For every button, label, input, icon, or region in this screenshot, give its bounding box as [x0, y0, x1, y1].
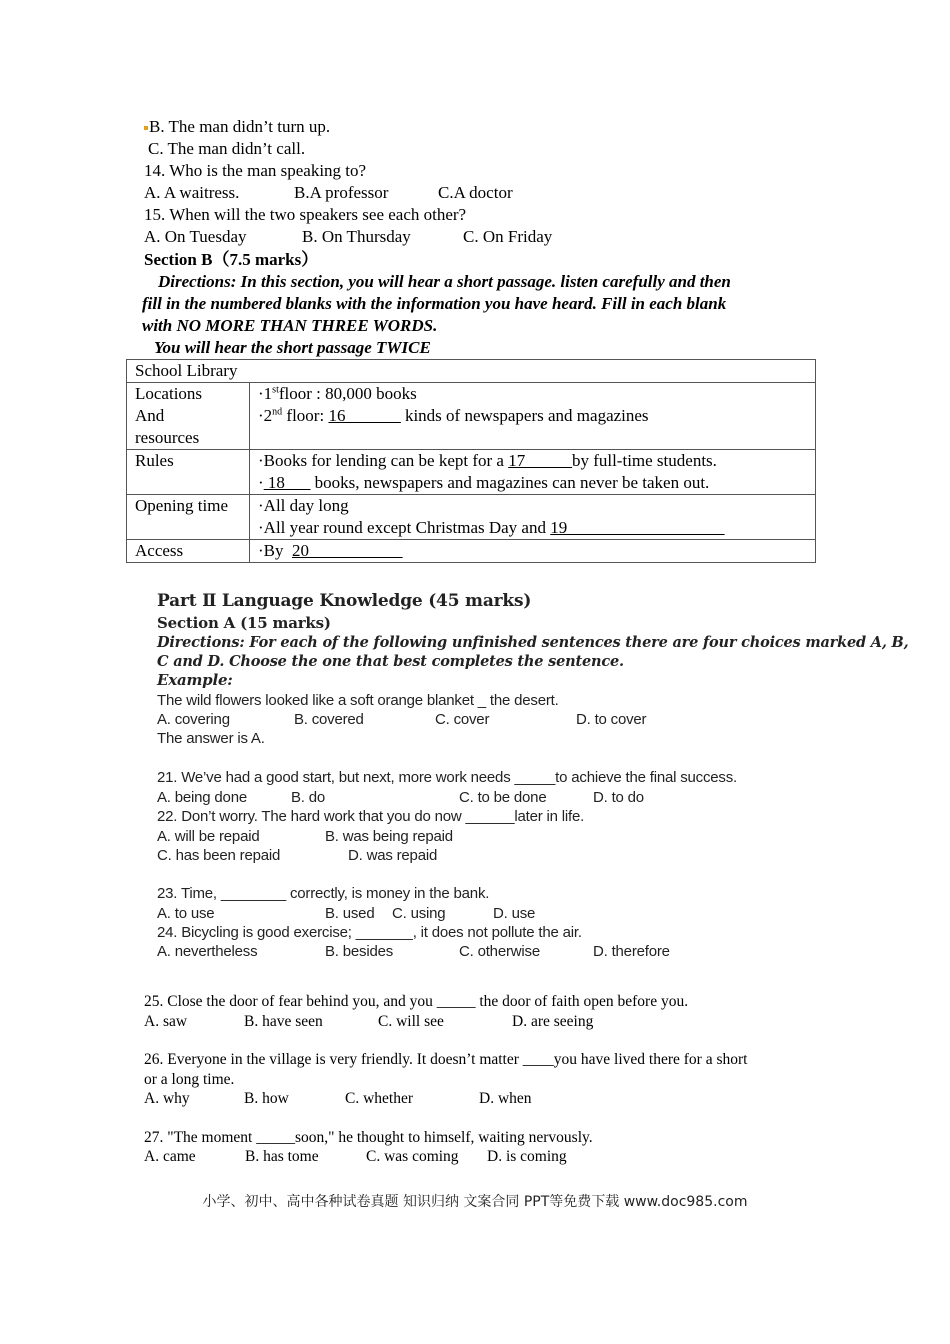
row-label: Rules	[127, 450, 250, 495]
section-b-directions-3: with NO MORE THAN THREE WORDS.	[142, 316, 438, 335]
row-label: Opening time	[127, 495, 250, 540]
section-b-directions-1: Directions: In this section, you will hear a short passage. listen carefully and then	[158, 272, 731, 291]
table-row	[127, 450, 816, 495]
q22-options-2: C. has been repaid D. was repaid	[157, 847, 438, 864]
q26-text-2: or a long time.	[144, 1071, 235, 1088]
q27-text: 27. "The moment _____soon," he thought to himself, waiting nervously.	[144, 1129, 593, 1146]
section-b-title: Section B（7.5 marks）	[144, 250, 319, 269]
q25-options: A. saw B. have seen C. will see D. are seeing	[144, 1013, 594, 1030]
part2-directions-2: C and D. Choose the one that best completes the sentence.	[157, 653, 624, 670]
row-content: ·All day long ·All year round except Christmas Day and 19 ________________	[250, 495, 816, 540]
table-row	[127, 495, 816, 540]
blank-16: 16 ____	[328, 406, 401, 425]
blank-18: 18 _	[263, 473, 311, 492]
table-header-row	[127, 360, 816, 383]
table-header: School Library	[127, 360, 816, 383]
row-label: Locations And resources	[127, 383, 250, 450]
table-row	[127, 540, 816, 563]
q15-text: 15. When will the two speakers see each other?	[144, 205, 467, 224]
q26-text-1: 26. Everyone in the village is very friendly. It doesn’t matter ____you have lived there for a short	[144, 1051, 748, 1068]
part2-title: Part Ⅱ Language Knowledge (45 marks)	[157, 591, 532, 611]
bullet-dot-icon	[144, 126, 148, 130]
q22-options-1: A. will be repaid B. was being repaid	[157, 828, 453, 845]
q15-option-b: B. On Thursday	[302, 227, 411, 246]
q13-option-c: C. The man didn’t call.	[148, 139, 306, 158]
section-b-directions-4: You will hear the short passage TWICE	[154, 338, 431, 357]
q23-text: 23. Time, ________ correctly, is money in the bank.	[157, 885, 490, 902]
q15-options	[144, 226, 552, 248]
q26-options: A. why B. how C. whether D. when	[144, 1090, 532, 1107]
row-content: ·Books for lending can be kept for a 17 _____by full-time students. · 18 _ books, newspapers and magazines can never be taken out.	[250, 450, 816, 495]
q14-options	[144, 182, 513, 204]
example-label: Example:	[157, 671, 233, 689]
example-options: A. covering B. covered C. cover D. to cover	[157, 711, 647, 728]
blank-19: 19 ________________	[550, 518, 725, 537]
blank-20: 20___________	[292, 541, 403, 560]
q21-text: 21. We’ve had a good start, but next, more work needs _____to achieve the final success.	[157, 769, 737, 786]
q22-text: 22. Don’t worry. The hard work that you do now ______later in life.	[157, 808, 585, 825]
q27-options: A. came B. has tome C. was coming D. is coming	[144, 1148, 567, 1165]
q15-option-a: A. On Tuesday	[144, 227, 247, 246]
page-footer: 小学、初中、高中各种试卷真题 知识归纳 文案合同 PPT等免费下载 www.doc985.com	[202, 1194, 748, 1210]
example-question: The wild flowers looked like a soft orange blanket _ the desert.	[157, 692, 559, 709]
q14-option-b: B.A professor	[294, 183, 389, 202]
q13-option-b: B. The man didn’t turn up.	[144, 116, 330, 138]
school-library-table	[126, 359, 816, 563]
blank-17: 17 _____	[508, 451, 572, 470]
q23-options: A. to use B. used C. using D. use	[157, 905, 536, 922]
q14-option-a: A. A waitress.	[144, 183, 240, 202]
part2-directions-1: Directions: For each of the following unfinished sentences there are four choices marked A, B,	[157, 634, 909, 651]
table-row	[127, 383, 816, 450]
example-answer: The answer is A.	[157, 730, 265, 747]
row-content: ·1stfloor : 80,000 books ·2nd floor: 16 ____ kinds of newspapers and magazines	[250, 383, 816, 450]
q14-option-c: C.A doctor	[438, 183, 513, 202]
section-b-directions-2: fill in the numbered blanks with the information you have heard. Fill in each blank	[142, 294, 727, 313]
q24-options: A. nevertheless B. besides C. otherwise D. therefore	[157, 943, 670, 960]
q14-text: 14. Who is the man speaking to?	[144, 161, 367, 180]
q21-options: A. being done B. do C. to be done D. to do	[157, 789, 644, 806]
part2-section-a: Section A (15 marks)	[157, 614, 331, 632]
row-label: Access	[127, 540, 250, 563]
row-content: ·By 20___________	[250, 540, 816, 563]
q15-option-c: C. On Friday	[463, 227, 553, 246]
q25-text: 25. Close the door of fear behind you, and you _____ the door of faith open before you.	[144, 993, 689, 1010]
q24-text: 24. Bicycling is good exercise; _______, it does not pollute the air.	[157, 924, 582, 941]
